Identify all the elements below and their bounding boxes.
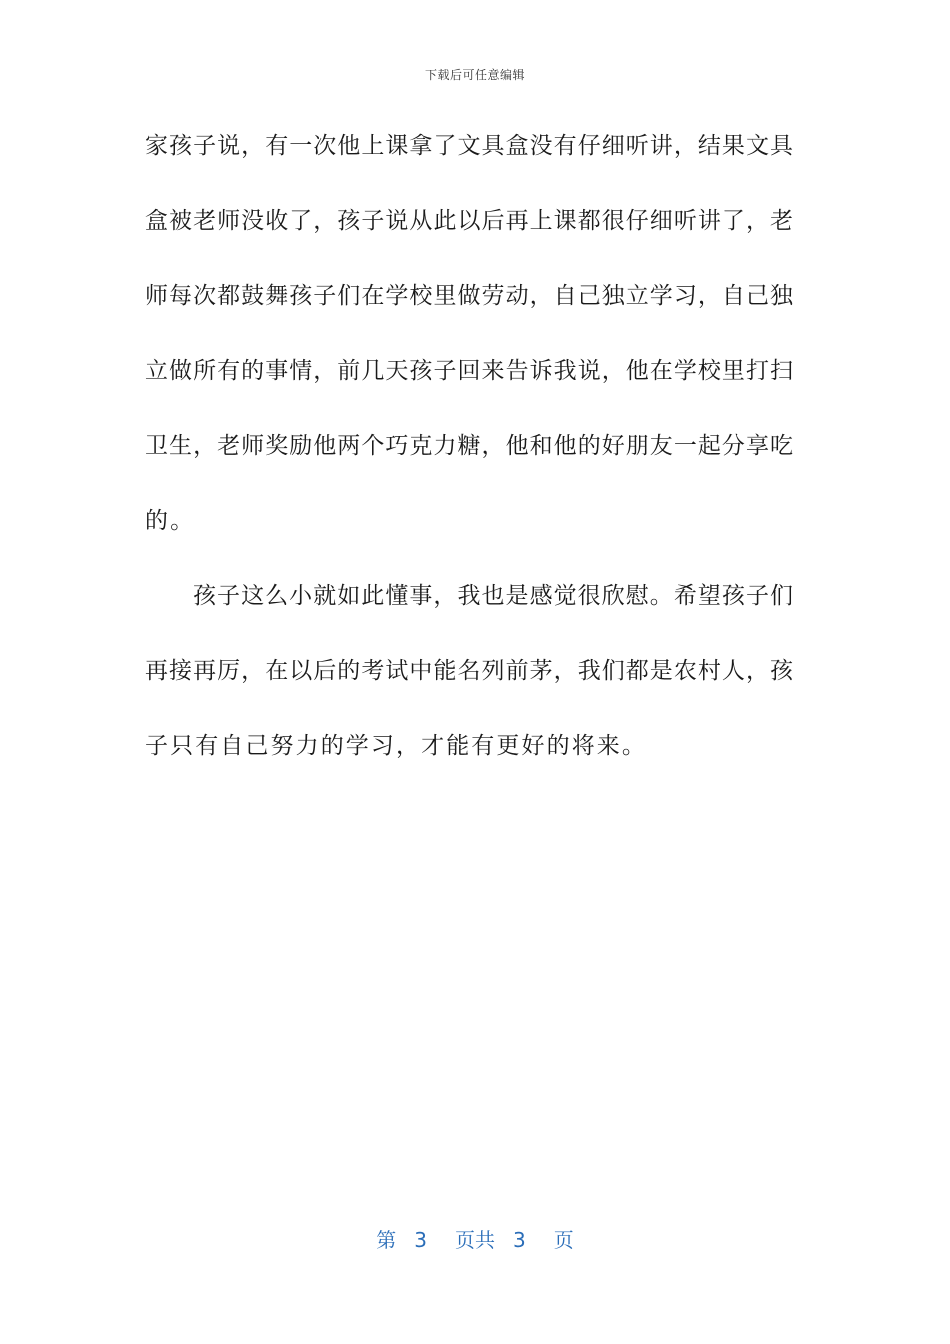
page-footer: [0, 1224, 950, 1253]
footer-current-page: 3: [414, 1228, 427, 1252]
text-line: 卫生，老师奖励他两个巧克力糖，他和他的好朋友一起分享吃: [145, 433, 793, 459]
text-line: 盒被老师没收了，孩子说从此以后再上课都很仔细听讲了，老: [145, 208, 793, 234]
footer-prefix: 第: [376, 1228, 397, 1252]
footer-middle: 页共: [455, 1228, 495, 1252]
text-line: 师每次都鼓舞孩子们在学校里做劳动，自己独立学习，自己独: [145, 283, 793, 309]
text-line: 孩子这么小就如此懂事，我也是感觉很欣慰。希望孩子们: [193, 583, 793, 609]
text-line: 的。: [145, 508, 196, 534]
paragraph: [145, 570, 793, 795]
footer-suffix: 页: [553, 1228, 574, 1252]
footer-total-pages: 3: [513, 1228, 526, 1252]
document-body: [145, 120, 793, 795]
text-line: 再接再厉，在以后的考试中能名列前茅，我们都是农村人，孩: [145, 658, 793, 684]
page-header-note: 下载后可任意编辑: [424, 68, 525, 82]
text-line: 子只有自己努力的学习，才能有更好的将来。: [145, 733, 647, 759]
text-line: 家孩子说，有一次他上课拿了文具盒没有仔细听讲，结果文具: [145, 133, 793, 159]
paragraph: [145, 120, 793, 570]
text-line: 立做所有的事情，前几天孩子回来告诉我说，他在学校里打扫: [145, 358, 793, 384]
